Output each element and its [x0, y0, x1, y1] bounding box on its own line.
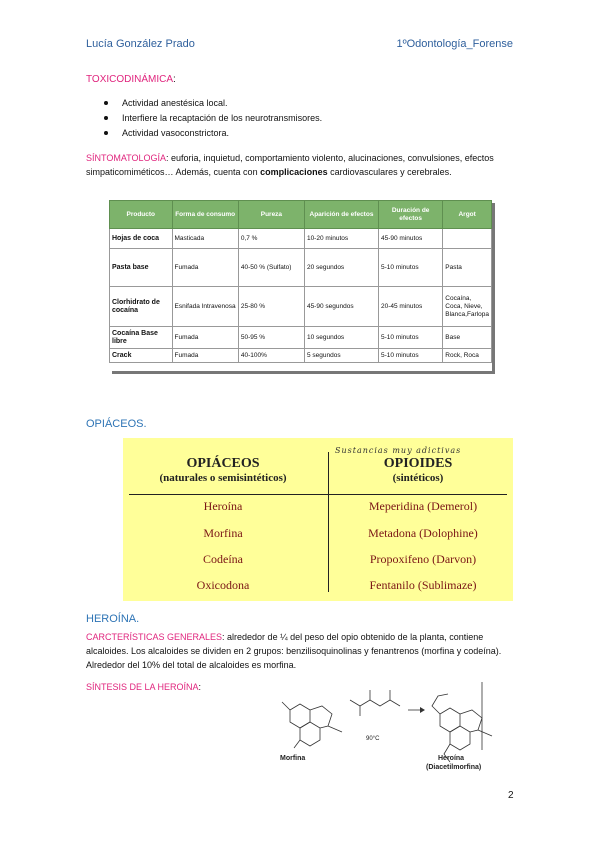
heroina-characteristics-text: : alrededor de ¼ del peso del opio obtenido de la planta, contiene alcaloides. Los alcaloides se dividen en 2 grupos: benzilisoquinolinas y fenantrenos (morfina y codeína). Alrededor del 10% del total de alcaloides es morfina. [86, 632, 502, 670]
table-row [110, 287, 492, 327]
table-cell: Pasta [443, 249, 492, 287]
opiaceos-subheader: (naturales o semisintéticos) [159, 472, 287, 484]
heroin-structure [432, 694, 492, 762]
list-item: Actividad anestésica local. [104, 96, 322, 111]
sintesis-heading [86, 682, 201, 692]
sintomatologia-text-a: : euforia, inquietud, comportamiento violento, alucinaciones, convulsiones, efectos simpaticomiméticos… Además, cuenta con [86, 153, 494, 177]
opioide-item: Propoxifeno (Darvon) [369, 552, 477, 566]
table-cell: Base [443, 327, 492, 349]
toxicodinamica-list [104, 96, 322, 141]
drug-table-container [109, 200, 492, 371]
table-cell: Fumada [172, 327, 238, 349]
table-header-cell: Duración de efectos [379, 201, 443, 229]
column-divider [328, 452, 329, 592]
table-header-cell: Argot [443, 201, 492, 229]
table-header-cell: Aparición de efectos [304, 201, 378, 229]
table-cell: 20 segundos [304, 249, 378, 287]
opioide-item: Metadona (Dolophine) [368, 526, 478, 540]
opioides-column-header [323, 456, 513, 484]
table-cell: Cocaína Base libre [110, 327, 173, 349]
list-item: Actividad vasoconstrictora. [104, 126, 322, 141]
heroina-section-title: HEROÍNA. [86, 613, 140, 625]
heroina-characteristics-paragraph [86, 630, 516, 672]
toxicodinamica-title: TOXICODINÁMICA [86, 74, 174, 85]
morphine-label: Morfina [280, 755, 306, 762]
table-cell: 5-10 minutos [379, 327, 443, 349]
opiaceo-item: Oxicodona [196, 578, 250, 592]
drug-table [109, 200, 492, 363]
table-cell: 20-45 minutos [379, 287, 443, 327]
table-cell: 45-90 segundos [304, 287, 378, 327]
opiaceos-header: OPIÁCEOS [186, 456, 260, 471]
table-cell: Crack [110, 349, 173, 363]
table-cell: Hojas de coca [110, 229, 173, 249]
opiaceo-item: Codeína [203, 552, 243, 566]
toxicodinamica-colon: : [173, 74, 176, 85]
table-shadow-right [492, 203, 495, 374]
table-cell: 25-80 % [238, 287, 304, 327]
sintesis-title: SÍNTESIS DE LA HEROÍNA [86, 682, 199, 692]
opiaceos-column-header [128, 456, 318, 484]
toxicodinamica-heading [86, 74, 176, 85]
list-item: Interfiere la recaptación de los neurotransmisores. [104, 111, 322, 126]
reagent-structure [350, 690, 400, 716]
table-row [110, 229, 492, 249]
table-header-row [110, 201, 492, 229]
opioides-header: OPIOIDES [383, 456, 453, 471]
sintomatologia-paragraph [86, 151, 516, 179]
sintomatologia-bold: complicaciones [260, 167, 328, 177]
heroina-characteristics-title: CARCTERÍSTICAS GENERALES [86, 632, 223, 642]
table-cell: 5 segundos [304, 349, 378, 363]
opioide-item: Meperidina (Demerol) [368, 499, 478, 513]
opioides-subheader: (sintéticos) [392, 472, 444, 484]
heroin-label: Heroína [438, 755, 465, 762]
header-author: Lucía González Prado [86, 38, 195, 50]
table-cell: 5-10 minutos [379, 349, 443, 363]
table-cell: 50-95 % [238, 327, 304, 349]
arrow-icon [408, 707, 425, 713]
sintesis-colon: : [198, 682, 202, 692]
table-cell: Cocaína, Coca, Nieve, Blanca,Farlopa [443, 287, 492, 327]
opioide-item: Fentanilo (Sublimaze) [369, 578, 477, 592]
heroin-synthesis-diagram [270, 680, 510, 775]
header-course: 1ºOdontología_Forense [396, 38, 513, 50]
page-number: 2 [508, 790, 514, 801]
table-header-cell: Pureza [238, 201, 304, 229]
opiaceo-item: Morfina [203, 526, 243, 540]
opiaceos-section-title: OPIÁCEOS. [86, 418, 147, 430]
table-cell: 10 segundos [304, 327, 378, 349]
table-cell: 0,7 % [238, 229, 304, 249]
opiaceos-classification-box [123, 438, 513, 601]
table-cell: 45-90 minutos [379, 229, 443, 249]
table-shadow-bottom [112, 371, 495, 374]
table-cell: 10-20 minutos [304, 229, 378, 249]
table-cell: 5-10 minutos [379, 249, 443, 287]
table-row [110, 349, 492, 363]
handwritten-annotation [335, 440, 505, 455]
opiaceo-item: Heroína [203, 499, 243, 513]
table-cell: Esnifada Intravenosa [172, 287, 238, 327]
table-cell: 40-50 % (Sulfato) [238, 249, 304, 287]
heroin-alt-label: (Diacetilmorfina) [426, 764, 482, 771]
sintomatologia-text-b: cardiovasculares y cerebrales. [327, 167, 452, 177]
table-row [110, 327, 492, 349]
table-cell: Masticada [172, 229, 238, 249]
table-header-cell: Forma de consumo [172, 201, 238, 229]
header-divider [129, 494, 507, 495]
table-cell: 40-100% [238, 349, 304, 363]
table-cell: Clorhidrato de cocaína [110, 287, 173, 327]
morphine-structure [282, 702, 342, 748]
table-cell: Pasta base [110, 249, 173, 287]
table-cell: Fumada [172, 349, 238, 363]
table-cell: Fumada [172, 249, 238, 287]
handwritten-annotation-text: Sustancias muy adictivas [335, 446, 462, 455]
sintomatologia-title: SÍNTOMATOLOGÍA [86, 153, 167, 163]
table-cell: Rock, Roca [443, 349, 492, 363]
table-cell [443, 229, 492, 249]
table-header-cell: Producto [110, 201, 173, 229]
table-row [110, 249, 492, 287]
temperature-label: 90°C [366, 736, 380, 742]
